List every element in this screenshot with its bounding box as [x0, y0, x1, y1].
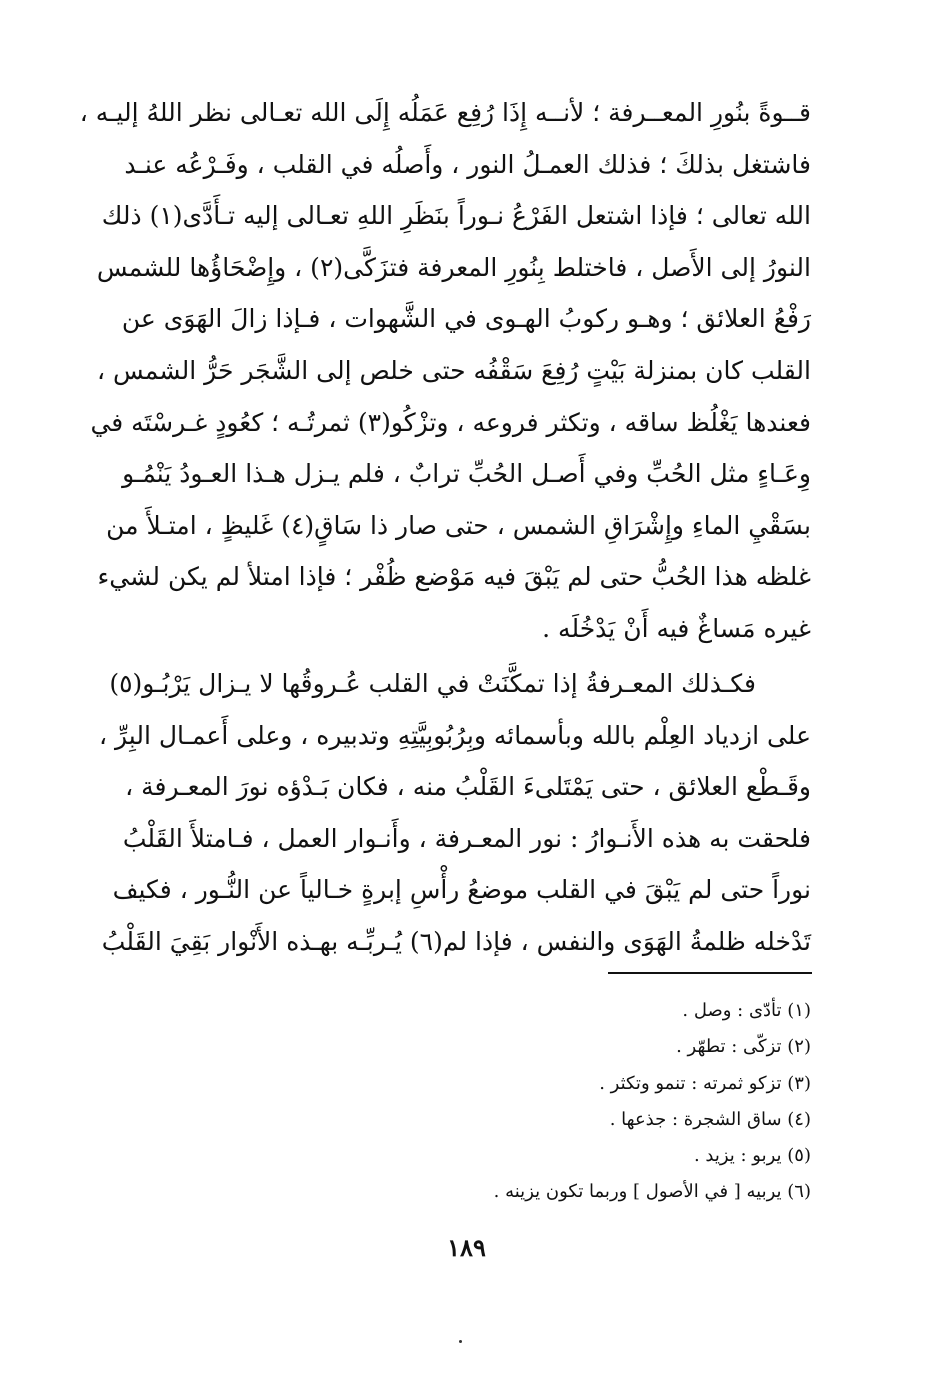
footnote-4: (٤) ساق الشجرة : جذعها . — [609, 1108, 811, 1130]
text-line: غلظه هذا الحُبُّ حتى لم يَبْقَ فيه مَوْضع ظُفْر ؛ فإذا امتلأ لم يكن لشيء — [97, 562, 811, 592]
page-number: ١٨٩ — [447, 1233, 486, 1262]
text-line: وِعَـاءٍ مثل الحُبِّ وفي أَصـل الحُبِّ ترابٌ ، فلم يـزل هـذا العـودُ يَنْمُـو — [122, 459, 811, 489]
footnotes — [291, 993, 811, 1211]
paragraph-1 — [79, 87, 811, 655]
text-line: فكـذلك المعـرفةُ إذا تمكَّنَتْ في القلب عُـروقُها لا يـزال يَرْبُـو(٥) — [109, 669, 756, 698]
text-line: نوراً حتى لم يَبْقَ في القلب موضعُ رأْسِ إبرةٍ خـالياً عن النُّـور ، فكيف — [112, 875, 811, 905]
text-line: النورُ إلى الأَصل ، فاختلط بِنُورِ المعرفة فتزَكَّى(٢) ، وإِضْحَاؤُها للشمس — [96, 252, 811, 282]
text-line: فعندها يَغْلُظ ساقه ، وتكثر فروعه ، وتزْكُو(٣) ثمرتُـه ؛ كعُودٍ غـرسْتَه في — [90, 407, 811, 437]
text-line: القلب كان بمنزلة بَيْتٍ رُفِعَ سَقْفُه حتى خلص إلى الشَّجَر حَرُّ الشمس ، — [97, 355, 811, 385]
footnote-2: (٢) تزكّى : تطهّر . — [676, 1036, 811, 1058]
text-line: وقَـطْع العلائق ، حتى يَمْتَلىءَ القَلْبُ منه ، فكان بَـدْؤه نورَ المعـرفة ، — [125, 772, 811, 802]
text-line: فاشتغل بذلكَ ؛ فذلك العمـلُ النور ، وأَصلُه في القلب ، وفَـرْعُه عنـد — [124, 149, 811, 179]
paragraph-2 — [99, 658, 811, 968]
footnote-1: (١) تأدّى : وصل . — [682, 1000, 811, 1021]
text-line: قــوةً بنُورِ المعــرفة ؛ لأنــه إِذَا رُفِع عَمَلُه إِلَى الله تعـالى نظر اللهُ إليـه ، — [79, 98, 811, 127]
text-line: رَفْعُ العلائق ؛ وهـو ركوبُ الهـوى في الشَّهوات ، فـإذا زالَ الهَوَى عن — [121, 304, 811, 334]
footnote-6: (٦) يربيه [ في الأصول ] وربما تكون يزينه . — [493, 1181, 811, 1203]
footnote-separator — [608, 972, 812, 974]
footnote-5: (٥) يربو : يزيد . — [693, 1145, 811, 1167]
scan-speck — [459, 1340, 462, 1343]
text-line: غيره مَساغٌ فيه أَنْ يَدْخُلَه . — [542, 613, 811, 643]
footnote-3: (٣) تزكو ثمرته : تنمو وتكثر . — [599, 1072, 811, 1094]
text-line: بسَقْيِ الماءِ وإِشْرَاقِ الشمس ، حتى صار ذا سَاقٍ(٤) غَليظٍ ، امتـلأَ من — [106, 510, 811, 540]
text-line: على ازدياد العِلْم بالله وبأسمائه وبِرُبُوبِيَّتِهِ وتدبيره ، وعلى أَعمـال البِرِّ ، — [99, 720, 811, 750]
text-line: الله تعالى ؛ فإذا اشتعل الفَرْعُ نـوراً بنَظَرِ اللهِ تعـالى إليه تـأَدَّى(١) ذلك — [101, 201, 811, 231]
text-line: فلحقت به هذه الأَنـوارُ : نور المعـرفة ، وأَنـوار العمل ، فـامتلأَ القَلْبُ — [122, 823, 811, 853]
text-line: تَدْخله ظلمةُ الهَوَى والنفس ، فإذا لم(٦) يُـربِّـه بهـذه الأَنْوار بَقِيَ القَلْبُ — [101, 926, 811, 956]
